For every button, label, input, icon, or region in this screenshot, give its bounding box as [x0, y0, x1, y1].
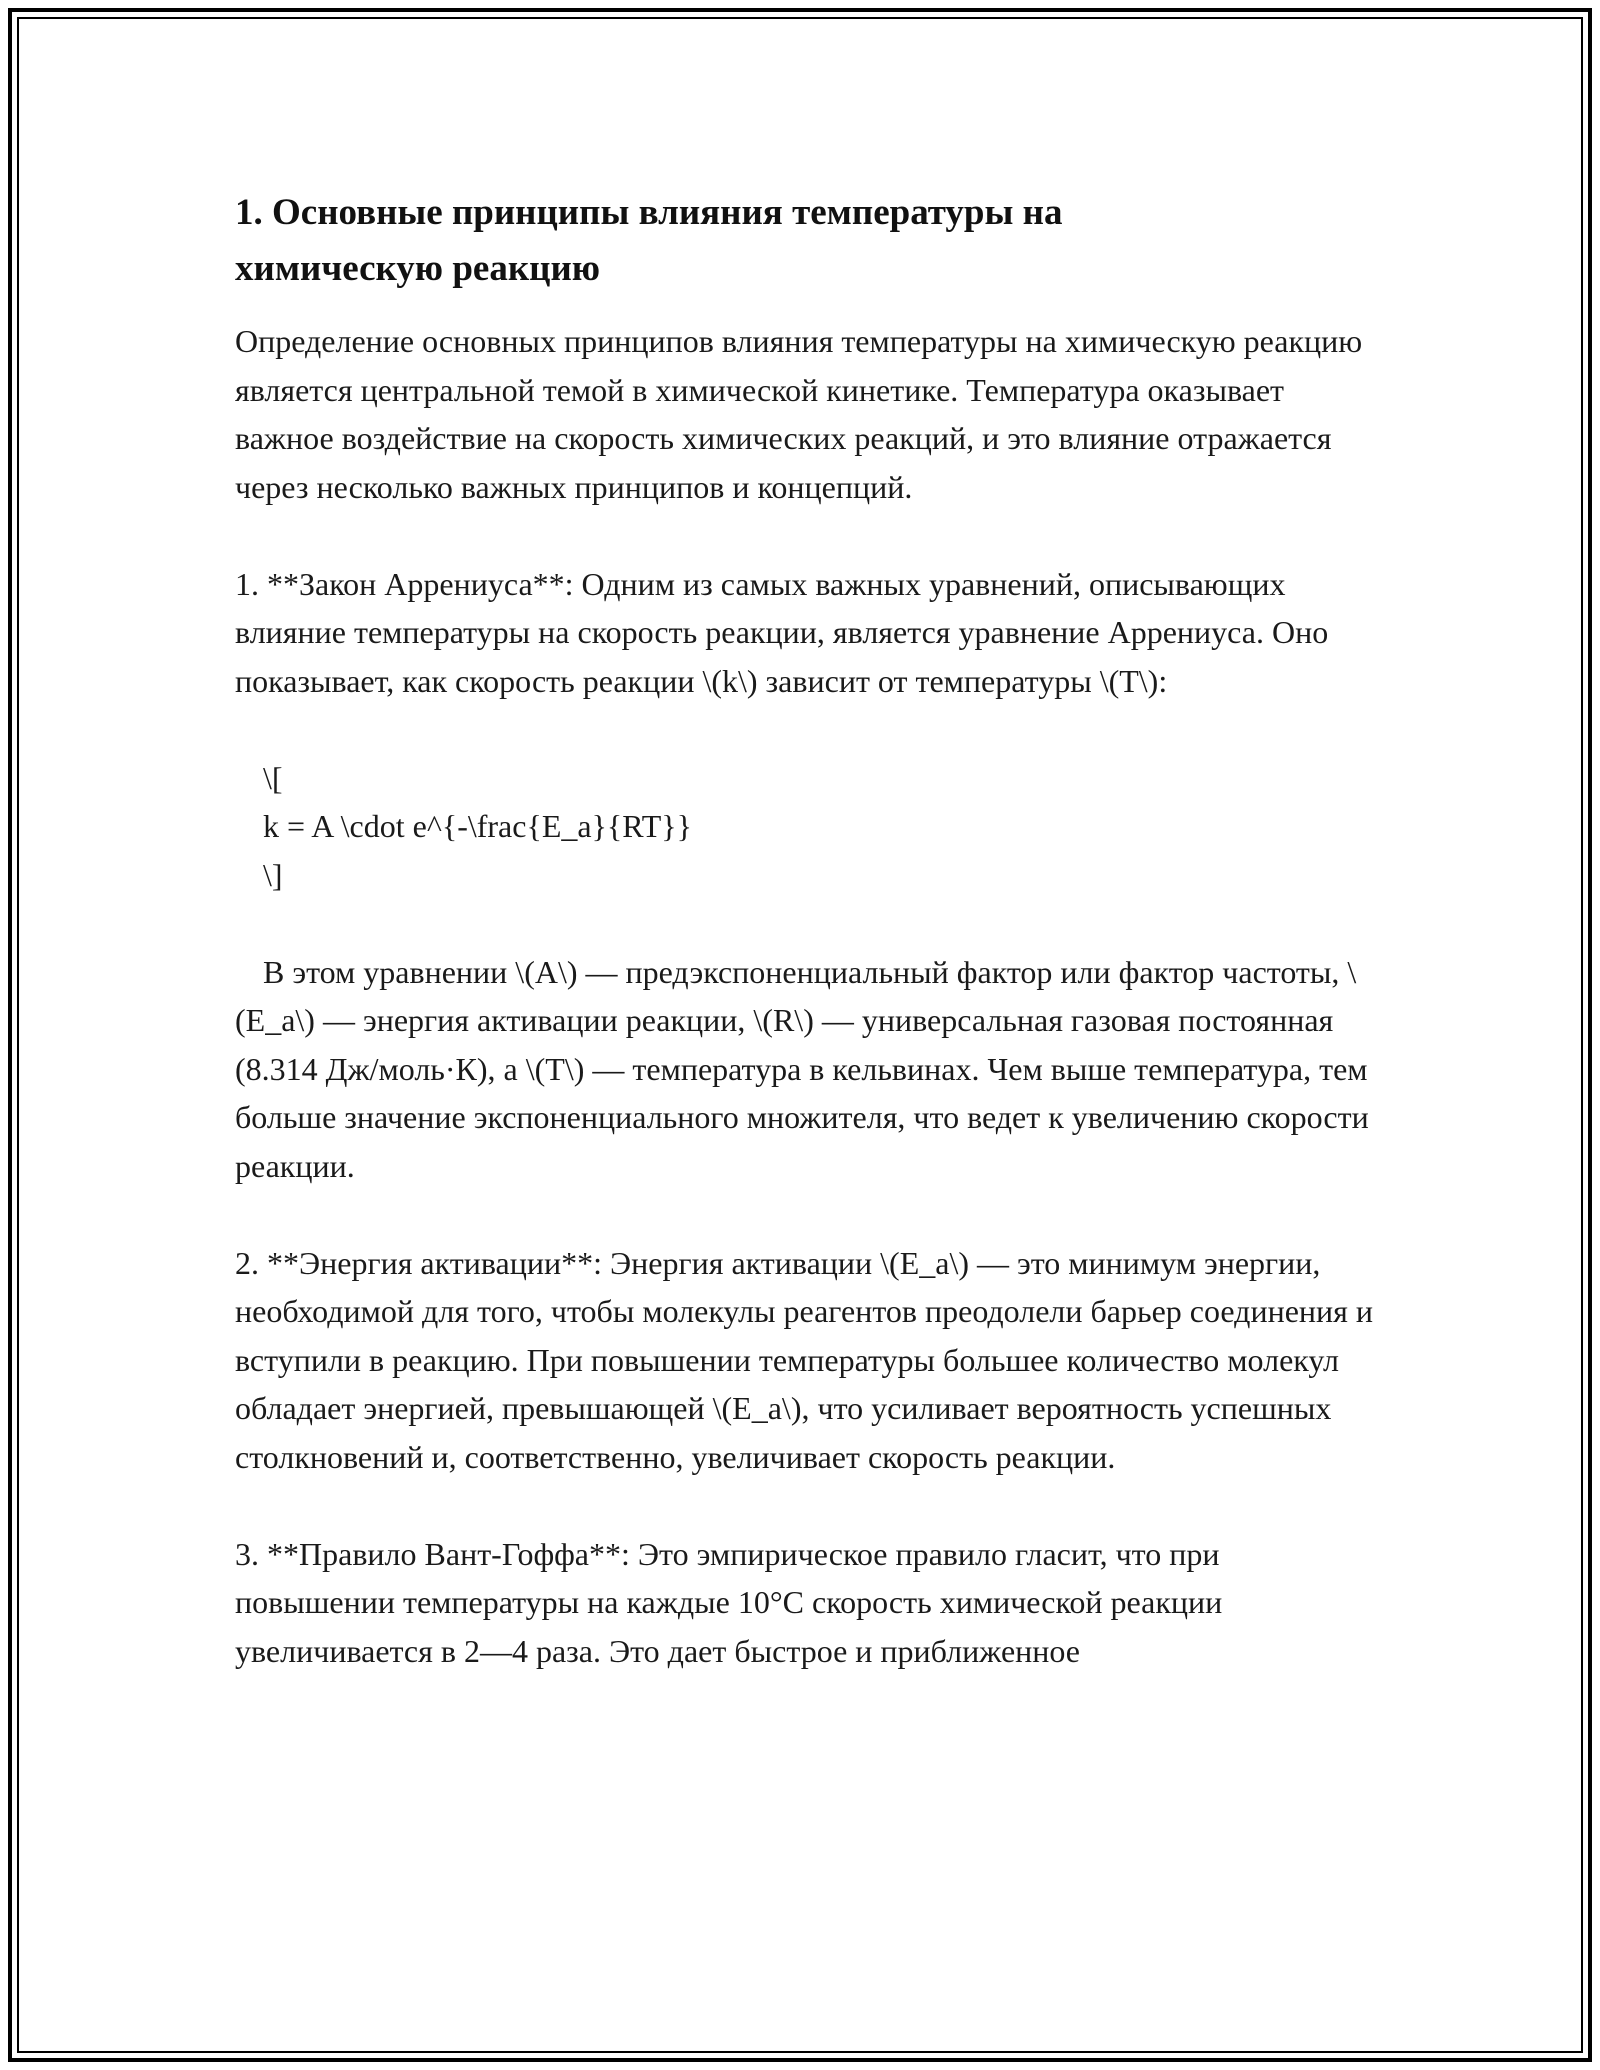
formula-body: k = A \cdot e^{-\frac{E_a}{RT}}	[263, 808, 692, 844]
arrhenius-formula	[235, 754, 1375, 900]
document-content	[235, 185, 1375, 1724]
section-heading	[235, 185, 1375, 297]
heading-line-2: химическую реакцию	[235, 248, 601, 289]
item-activation-energy: 2. **Энергия активации**: Энергия активации \(E_a\) — это минимум энергии, необходимой для того, чтобы молекулы реагентов преодолели барьер соединения и вступили в реакцию. При повышении температуры большее количество молекул обладает энергией, превышающей \(E_a\), что усиливает вероятность успешных столкновений и, соответственно, увеличивает скорость реакции.	[235, 1244, 1373, 1475]
formula-close: \]	[263, 856, 283, 893]
item-arrhenius: 1. **Закон Аррениуса**: Одним из самых важных уравнений, описывающих влияние температуры на скорость реакции, является уравнение Аррениуса. Оно показывает, как скорость реакции \(k\) зависит от температуры \(T\):	[235, 565, 1329, 699]
intro-paragraph: Определение основных принципов влияния температуры на химическую реакцию является центральной темой в химической кинетике. Температура оказывает важное воздействие на скорость химических реакций, и это влияние отражается через несколько важных принципов и концепций.	[235, 323, 1363, 505]
heading-line-1: 1. Основные принципы влияния температуры на	[235, 192, 1063, 233]
formula-open: \[	[263, 759, 283, 796]
arrhenius-explanation: В этом уравнении \(A\) — предэкспоненциальный фактор или фактор частоты, \(E_a\) — энергия активации реакции, \(R\) — универсальная газовая постоянная (8.314 Дж/моль·К), а \(T\) — температура в кельвинах. Чем выше температура, тем больше значение экспоненциального множителя, что ведет к увеличению скорости реакции.	[235, 953, 1369, 1184]
item-vant-hoff: 3. **Правило Вант-Гоффа**: Это эмпирическое правило гласит, что при повышении температуры на каждые 10°C скорость химической реакции увеличивается в 2—4 раза. Это дает быстрое и приближенное	[235, 1535, 1223, 1669]
